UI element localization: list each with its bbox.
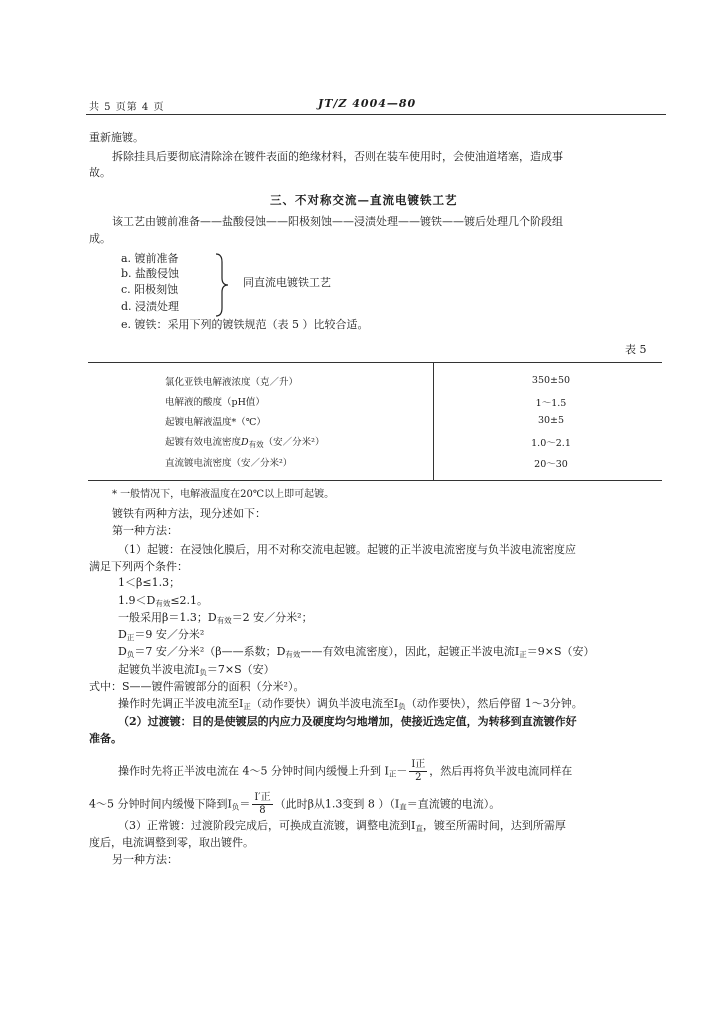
general-setting: 一般采用β＝1.3；$D_{有效}=2$ 安／分米²； bbox=[118, 611, 313, 625]
raise-fraction: $\frac{\text{I正}}{2}$ bbox=[411, 759, 426, 783]
table-param: 起镀电解液温度*（℃） bbox=[165, 417, 266, 428]
operation-line: 操作时先调正半波电流至$I_正$（动作要快）调负半波电流至$I_负$（动作要快），然后停留 1～3分钟。 bbox=[118, 697, 583, 711]
intro-line-2: 拆除挂具后要彻底清除涂在镀件表面的绝缘材料，否则在装车使用时，会使油道堵塞，造成事 bbox=[112, 150, 563, 163]
table-top-rule bbox=[88, 362, 662, 363]
where-clause: 式中：S——镀件需镀部分的面积（分米²）。 bbox=[89, 680, 305, 693]
table-divider bbox=[433, 362, 434, 480]
table-value: 1～1.5 bbox=[535, 398, 567, 409]
standard-number: JT/Z 4004—80 bbox=[318, 97, 417, 110]
step1-line-b: 满足下列两个条件： bbox=[89, 560, 188, 573]
section-desc-1: 该工艺由镀前准备——盐酸侵蚀——阳极刻蚀——浸渍处理——镀铁——镀后处理几个阶段组 bbox=[112, 215, 563, 228]
d-negative: $D_负=7$ 安／分米²（β——系数；$D_{有效}——$有效电流密度），因此，起镀正半波电流$I_正=9\times S$（安） bbox=[118, 645, 595, 659]
table-label: 表 5 bbox=[625, 343, 647, 356]
raise-line: 操作时先将正半波电流在 4～5 分钟时间内缓慢上升到 $I_正-$ $\frac{\text{I正}}{2}$ ，然后再将负半波电流同样在 bbox=[118, 759, 573, 783]
d-positive: $D_正=9$ 安／分米² bbox=[118, 628, 205, 642]
table-param: 直流镀电流密度（安／分米²） bbox=[165, 458, 293, 469]
brace-symbol bbox=[214, 252, 230, 318]
table-value: 20～30 bbox=[534, 459, 568, 470]
step-e: e. 镀铁：采用下列的镀铁规范（表 5 ）比较合适。 bbox=[121, 318, 369, 331]
table-param: 起镀有效电流密度$D_{有效}$（安／分米²） bbox=[165, 437, 325, 449]
lower-line: 4～5 分钟时间内缓慢下降到$I_负=$ $\frac{\text{I′正}}{8}$ （此时β从1.3变到 8 ）（$I_直=$直流镀的电流）。 bbox=[89, 792, 501, 816]
condition-2: $1.9<D_{有效}\le 2.1$。 bbox=[118, 594, 209, 608]
intro-line-3: 故。 bbox=[89, 166, 111, 179]
table-value: 30±5 bbox=[537, 415, 565, 426]
condition-1: 1＜β≤1.3； bbox=[118, 576, 181, 589]
i-negative: 起镀负半波电流$I_负=7\times S$（安） bbox=[118, 663, 275, 677]
table-value: 350±50 bbox=[531, 375, 571, 386]
step-a: a. 镀前准备 bbox=[121, 252, 179, 265]
step3-line-b: 度后，电流调整到零，取出镀件。 bbox=[89, 836, 254, 849]
step-c: c. 阳极刻蚀 bbox=[121, 283, 179, 296]
step-b: b. 盐酸侵蚀 bbox=[121, 267, 180, 280]
section-desc-2: 成。 bbox=[89, 232, 111, 245]
intro-line-1: 重新施镀。 bbox=[89, 131, 144, 144]
method-second-heading: 另一种方法： bbox=[112, 853, 178, 866]
step1-line-a: （1）起镀：在浸蚀化膜后，用不对称交流电起镀。起镀的正半波电流密度与负半波电流密度应 bbox=[118, 543, 576, 556]
table-param: 电解液的酸度（pH值） bbox=[165, 397, 265, 408]
lower-fraction: $\frac{\text{I′正}}{8}$ bbox=[254, 792, 271, 816]
table-param: 氯化亚铁电解液浓度（克／升） bbox=[165, 377, 299, 388]
step-d: d. 浸渍处理 bbox=[121, 300, 180, 313]
table-value: 1.0～2.1 bbox=[531, 438, 571, 449]
methods-intro: 镀铁有两种方法，现分述如下： bbox=[112, 507, 266, 520]
page-info: 共 5 页第 4 页 bbox=[89, 102, 165, 113]
step2-line-b: 准备。 bbox=[89, 732, 122, 745]
step3-line-a: （3）正常镀：过渡阶段完成后，可换成直流镀，调整电流到$I_直$，镀至所需时间，达到所需厚 bbox=[118, 819, 566, 833]
step2-line-a: （2）过渡镀：目的是使镀层的内应力及硬度均匀地增加，使接近选定值，为转移到直流镀作好 bbox=[118, 715, 577, 728]
section-title: 三、不对称交流—直流电镀铁工艺 bbox=[270, 193, 458, 207]
header-rule bbox=[86, 114, 666, 115]
table-bottom-rule bbox=[88, 480, 662, 481]
brace-note: 同直流电镀铁工艺 bbox=[243, 276, 331, 289]
method-first-heading: 第一种方法： bbox=[112, 524, 178, 537]
table-footnote: * 一般情况下，电解液温度在20℃以上即可起镀。 bbox=[112, 489, 335, 500]
